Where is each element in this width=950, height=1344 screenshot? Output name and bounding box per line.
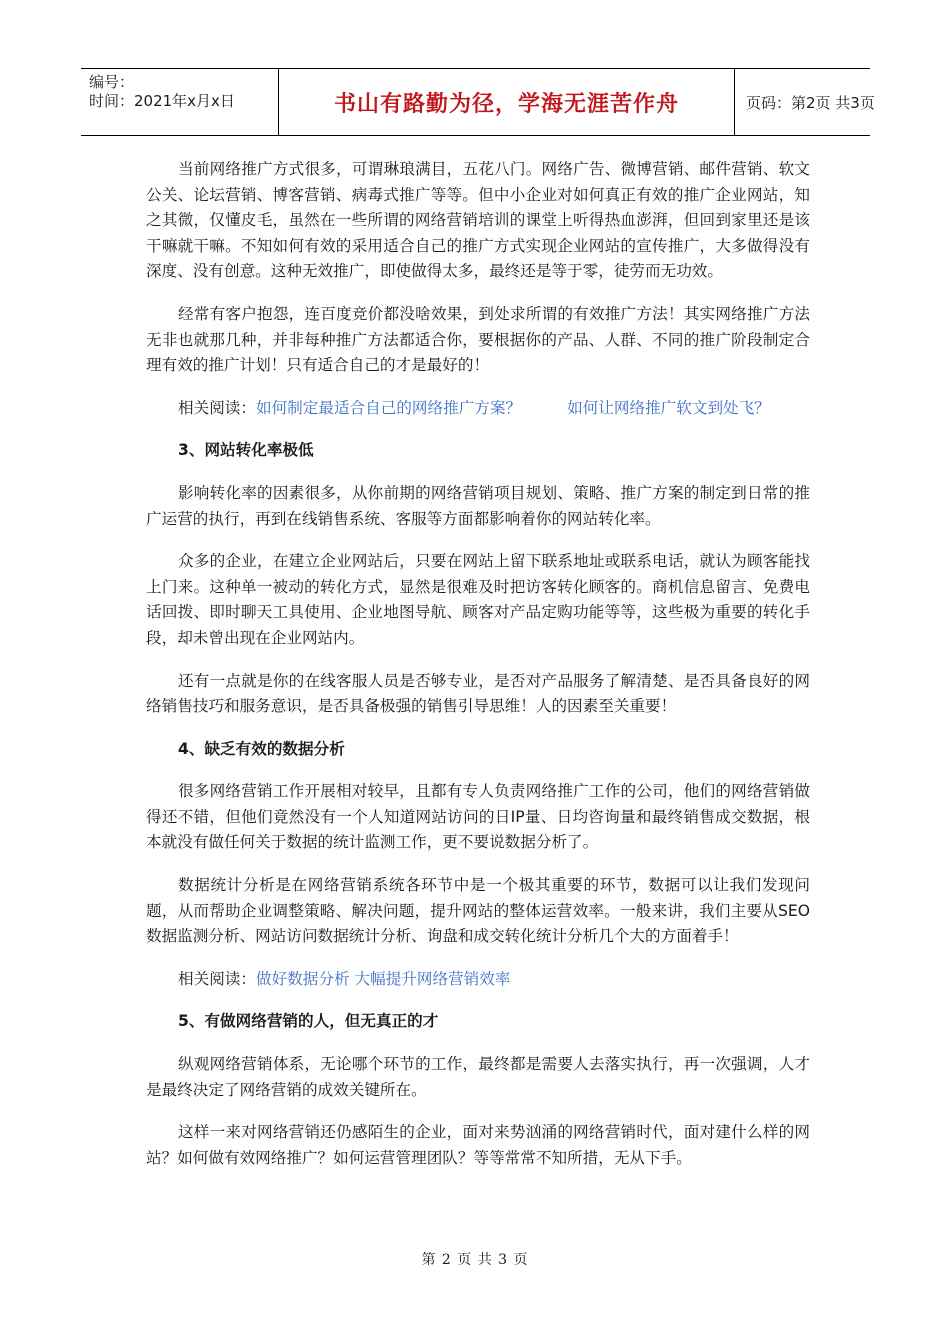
number-label: 编号： (89, 73, 135, 91)
paragraph: 还有一点就是你的在线客服人员是否够专业，是否对产品服务了解清楚、是否具备良好的网络销售技巧和服务意识，是否具备极强的销售引导思维！人的因素至关重要！ (146, 671, 810, 716)
paragraph: 纵观网络营销体系，无论哪个环节的工作，最终都是需要人去落实执行，再一次强调，人才是最终决定了网络营销的成效关键所在。 (146, 1055, 810, 1099)
document-body (146, 157, 810, 1188)
page-header (81, 68, 875, 136)
related-link-promotion-plan[interactable]: 如何制定最适合自己的网络推广方案？ (255, 398, 522, 417)
paragraph: 数据统计分析是在网络营销系统各环节中是一个极其重要的环节，数据可以让我们发现问题，从而帮助企业调整策略、解决问题，提升网站的整体运营效率。一般来讲，我们主要从SEO数据监测分析、网站访问数据统计分析、询盘和成交转化统计分析几个大的方面着手！ (146, 876, 810, 946)
header-motto: 书山有路勤为径，学海无涯苦作舟 (279, 69, 735, 135)
related-label: 相关阅读： (178, 969, 256, 988)
related-label: 相关阅读： (178, 398, 256, 417)
paragraph: 当前网络推广方式很多，可谓琳琅满目，五花八门。网络广告、微博营销、邮件营销、软文公关、论坛营销、博客营销、病毒式推广等等。但中小企业对如何真正有效的推广企业网站，知之其微，仅懂皮毛，虽然在一些所谓的网络营销培训的课堂上听得热血澎湃，但回到家里还是该干嘛就干嘛。不知如何有效的采用适合自己的推广方式实现企业网站的宣传推广，大多做得没有深度、没有创意。这种无效推广，即使做得太多，最终还是等于零，徒劳而无功效。 (146, 160, 810, 281)
header-page-label: 页码：第2页 共3页 (746, 93, 875, 112)
time-label: 时间：2021年x月x日 (89, 92, 235, 110)
paragraph: 经常有客户抱怨，连百度竞价都没啥效果，到处求所谓的有效推广方法！其实网络推广方法无非也就那几种，并非每种推广方法都适合你，要根据你的产品、人群、不同的推广阶段制定合理有效的推广计划！只有适合自己的才是最好的！ (146, 304, 810, 375)
related-reading (146, 967, 810, 993)
section-heading-3: 3、网站转化率极低 (178, 441, 314, 460)
paragraph: 影响转化率的因素很多，从你前期的网络营销项目规划、策略、推广方案的制定到日常的推广运营的执行，再到在线销售系统、客服等方面都影响着你的网站转化率。 (146, 483, 810, 528)
related-link-data-analysis[interactable]: 做好数据分析 大幅提升网络营销效率 (255, 969, 511, 988)
paragraph: 众多的企业，在建立企业网站后，只要在网站上留下联系地址或联系电话，就认为顾客能找上门来。这种单一被动的转化方式，显然是很难及时把访客转化顾客的。商机信息留言、免费电话回拨、即时聊天工具使用、企业地图导航、顾客对产品定购功能等等，这些极为重要的转化手段，却未曾出现在企业网站内。 (146, 552, 810, 647)
section-heading-4: 4、缺乏有效的数据分析 (178, 739, 345, 758)
paragraph: 很多网络营销工作开展相对较早，且都有专人负责网络推广工作的公司，他们的网络营销做得还不错，但他们竟然没有一个人知道网站访问的日IP量、日均咨询量和最终销售成交数据，根本就没有做任何关于数据的统计监测工作，更不要说数据分析了。 (146, 782, 810, 852)
header-meta (81, 69, 279, 135)
related-reading (146, 396, 810, 422)
paragraph: 这样一来对网络营销还仍感陌生的企业，面对来势汹涌的网络营销时代，面对建什么样的网站？如何做有效网络推广？如何运营管理团队？等等常常不知所措，无从下手。 (146, 1123, 810, 1167)
section-heading-5: 5、有做网络营销的人，但无真正的才 (178, 1012, 439, 1031)
page-footer: 第 2 页 共 3 页 (421, 1252, 529, 1268)
related-link-soft-article[interactable]: 如何让网络推广软文到处飞？ (567, 398, 770, 417)
